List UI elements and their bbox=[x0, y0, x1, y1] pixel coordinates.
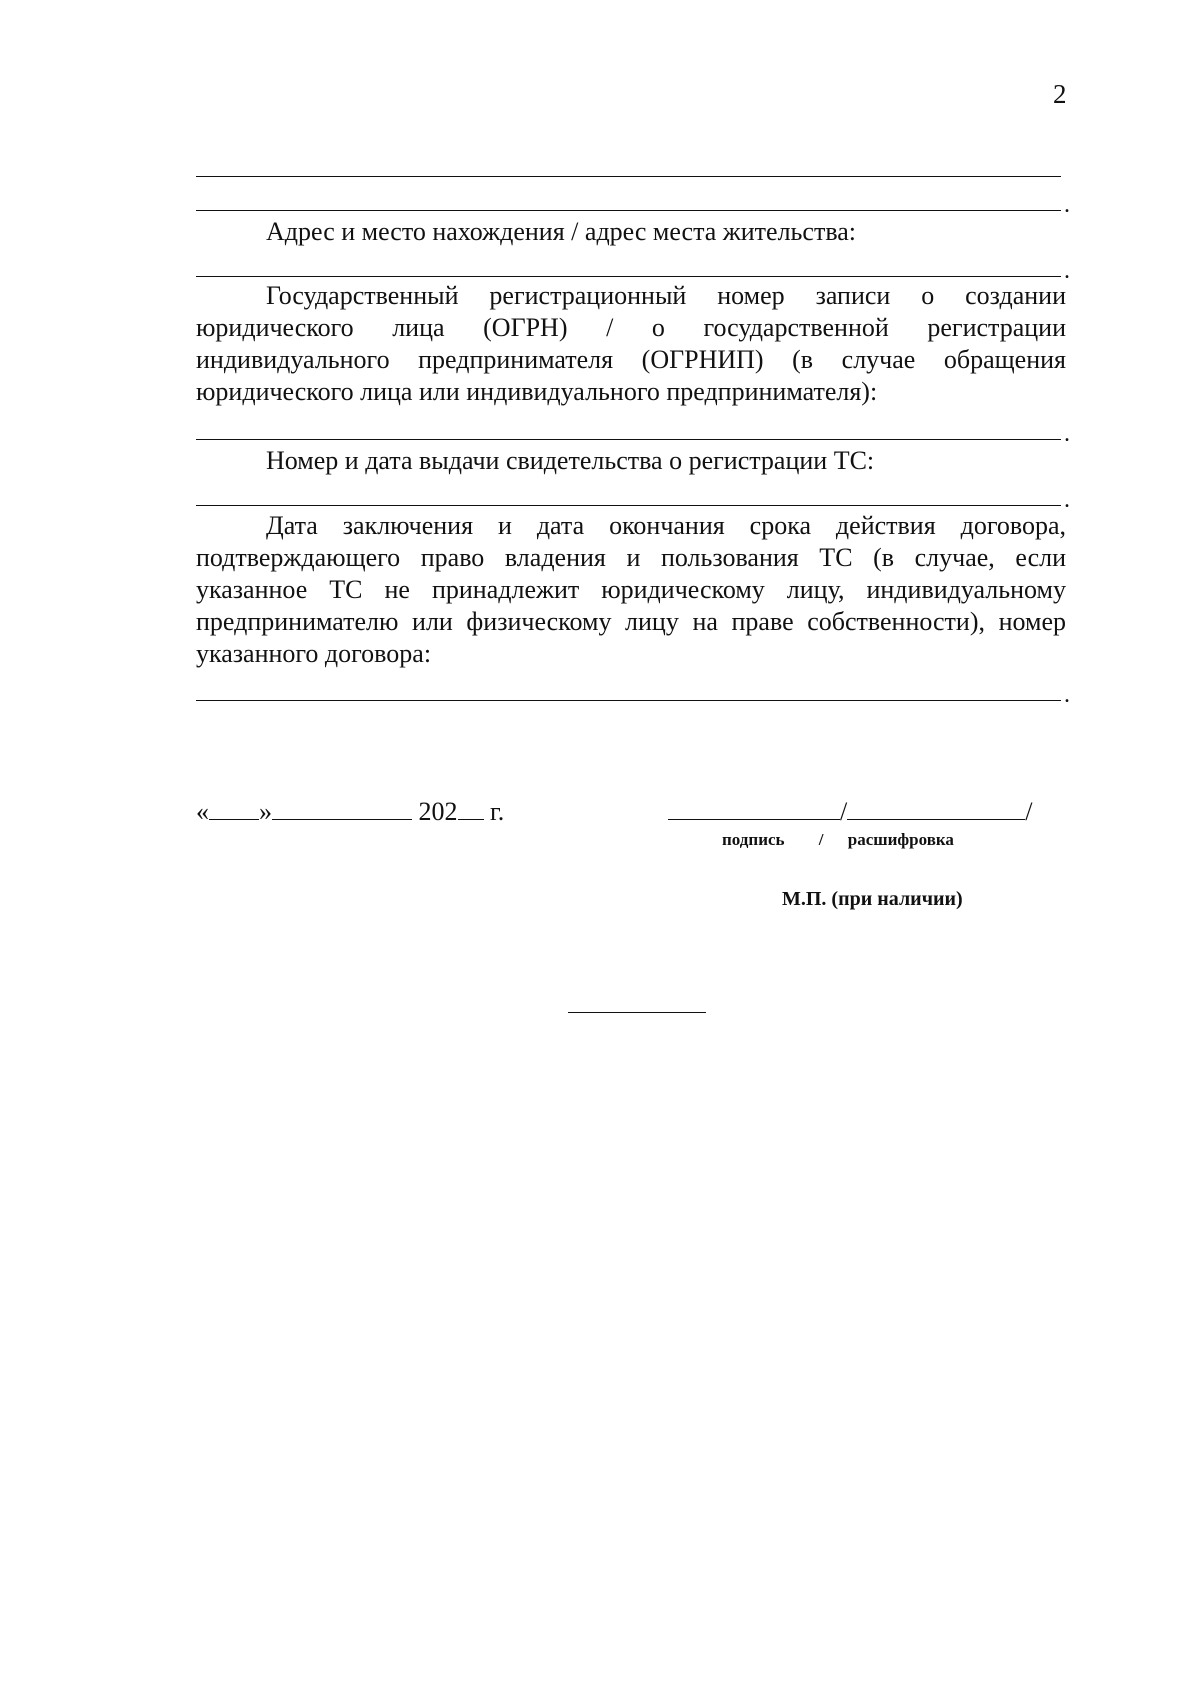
contract-label: Дата заключения и дата окончания срока действия договора, подтверждающего право владения и пользования ТС (в случае, если указанное ТС не принадлежит юридическому лицу, индивидуальному предпринимателю или физическому лицу на праве собственности), номер указанного договора: bbox=[196, 511, 1066, 668]
line-end-dot: . bbox=[1064, 682, 1070, 708]
address-line[interactable] bbox=[196, 276, 1061, 277]
contract-line[interactable] bbox=[196, 700, 1061, 701]
end-rule bbox=[568, 1012, 706, 1013]
year-suffix: г. bbox=[490, 797, 505, 826]
signature-end-separator: / bbox=[1025, 797, 1033, 826]
caption-separator: / bbox=[818, 830, 824, 849]
signature-field bbox=[668, 795, 1032, 828]
line-end-dot: . bbox=[1064, 421, 1070, 447]
line-end-dot: . bbox=[1064, 258, 1070, 284]
blank-line-1[interactable] bbox=[196, 176, 1061, 177]
signature-blank[interactable] bbox=[668, 795, 840, 820]
signature-separator: / bbox=[840, 797, 848, 826]
line-end-dot: . bbox=[1064, 192, 1070, 218]
signature-caption: подпись bbox=[722, 830, 785, 849]
date-field bbox=[196, 795, 504, 828]
year-blank[interactable] bbox=[458, 795, 484, 820]
close-quote: » bbox=[259, 797, 272, 826]
stamp-note: М.П. (при наличии) bbox=[782, 888, 963, 910]
ogrn-line[interactable] bbox=[196, 439, 1061, 440]
decoding-caption: расшифровка bbox=[847, 830, 954, 849]
page-number: 2 bbox=[1053, 79, 1067, 109]
signature-captions bbox=[722, 830, 954, 850]
year-prefix: 202 bbox=[418, 797, 458, 826]
certificate-label: Номер и дата выдачи свидетельства о регистрации ТС: bbox=[266, 446, 875, 475]
month-blank[interactable] bbox=[272, 795, 412, 820]
blank-line-2[interactable] bbox=[196, 210, 1061, 211]
address-label: Адрес и место нахождения / адрес места жительства: bbox=[266, 217, 857, 246]
day-blank[interactable] bbox=[209, 795, 259, 820]
decoding-blank[interactable] bbox=[847, 795, 1025, 820]
ogrn-label: Государственный регистрационный номер записи о создании юридического лица (ОГРН) / о государственной регистрации индивидуального предпринимателя (ОГРНИП) (в случае обращения юридического лица или индивидуального предпринимателя): bbox=[196, 281, 1066, 406]
line-end-dot: . bbox=[1064, 487, 1070, 513]
open-quote: « bbox=[196, 797, 209, 826]
certificate-line[interactable] bbox=[196, 505, 1061, 506]
